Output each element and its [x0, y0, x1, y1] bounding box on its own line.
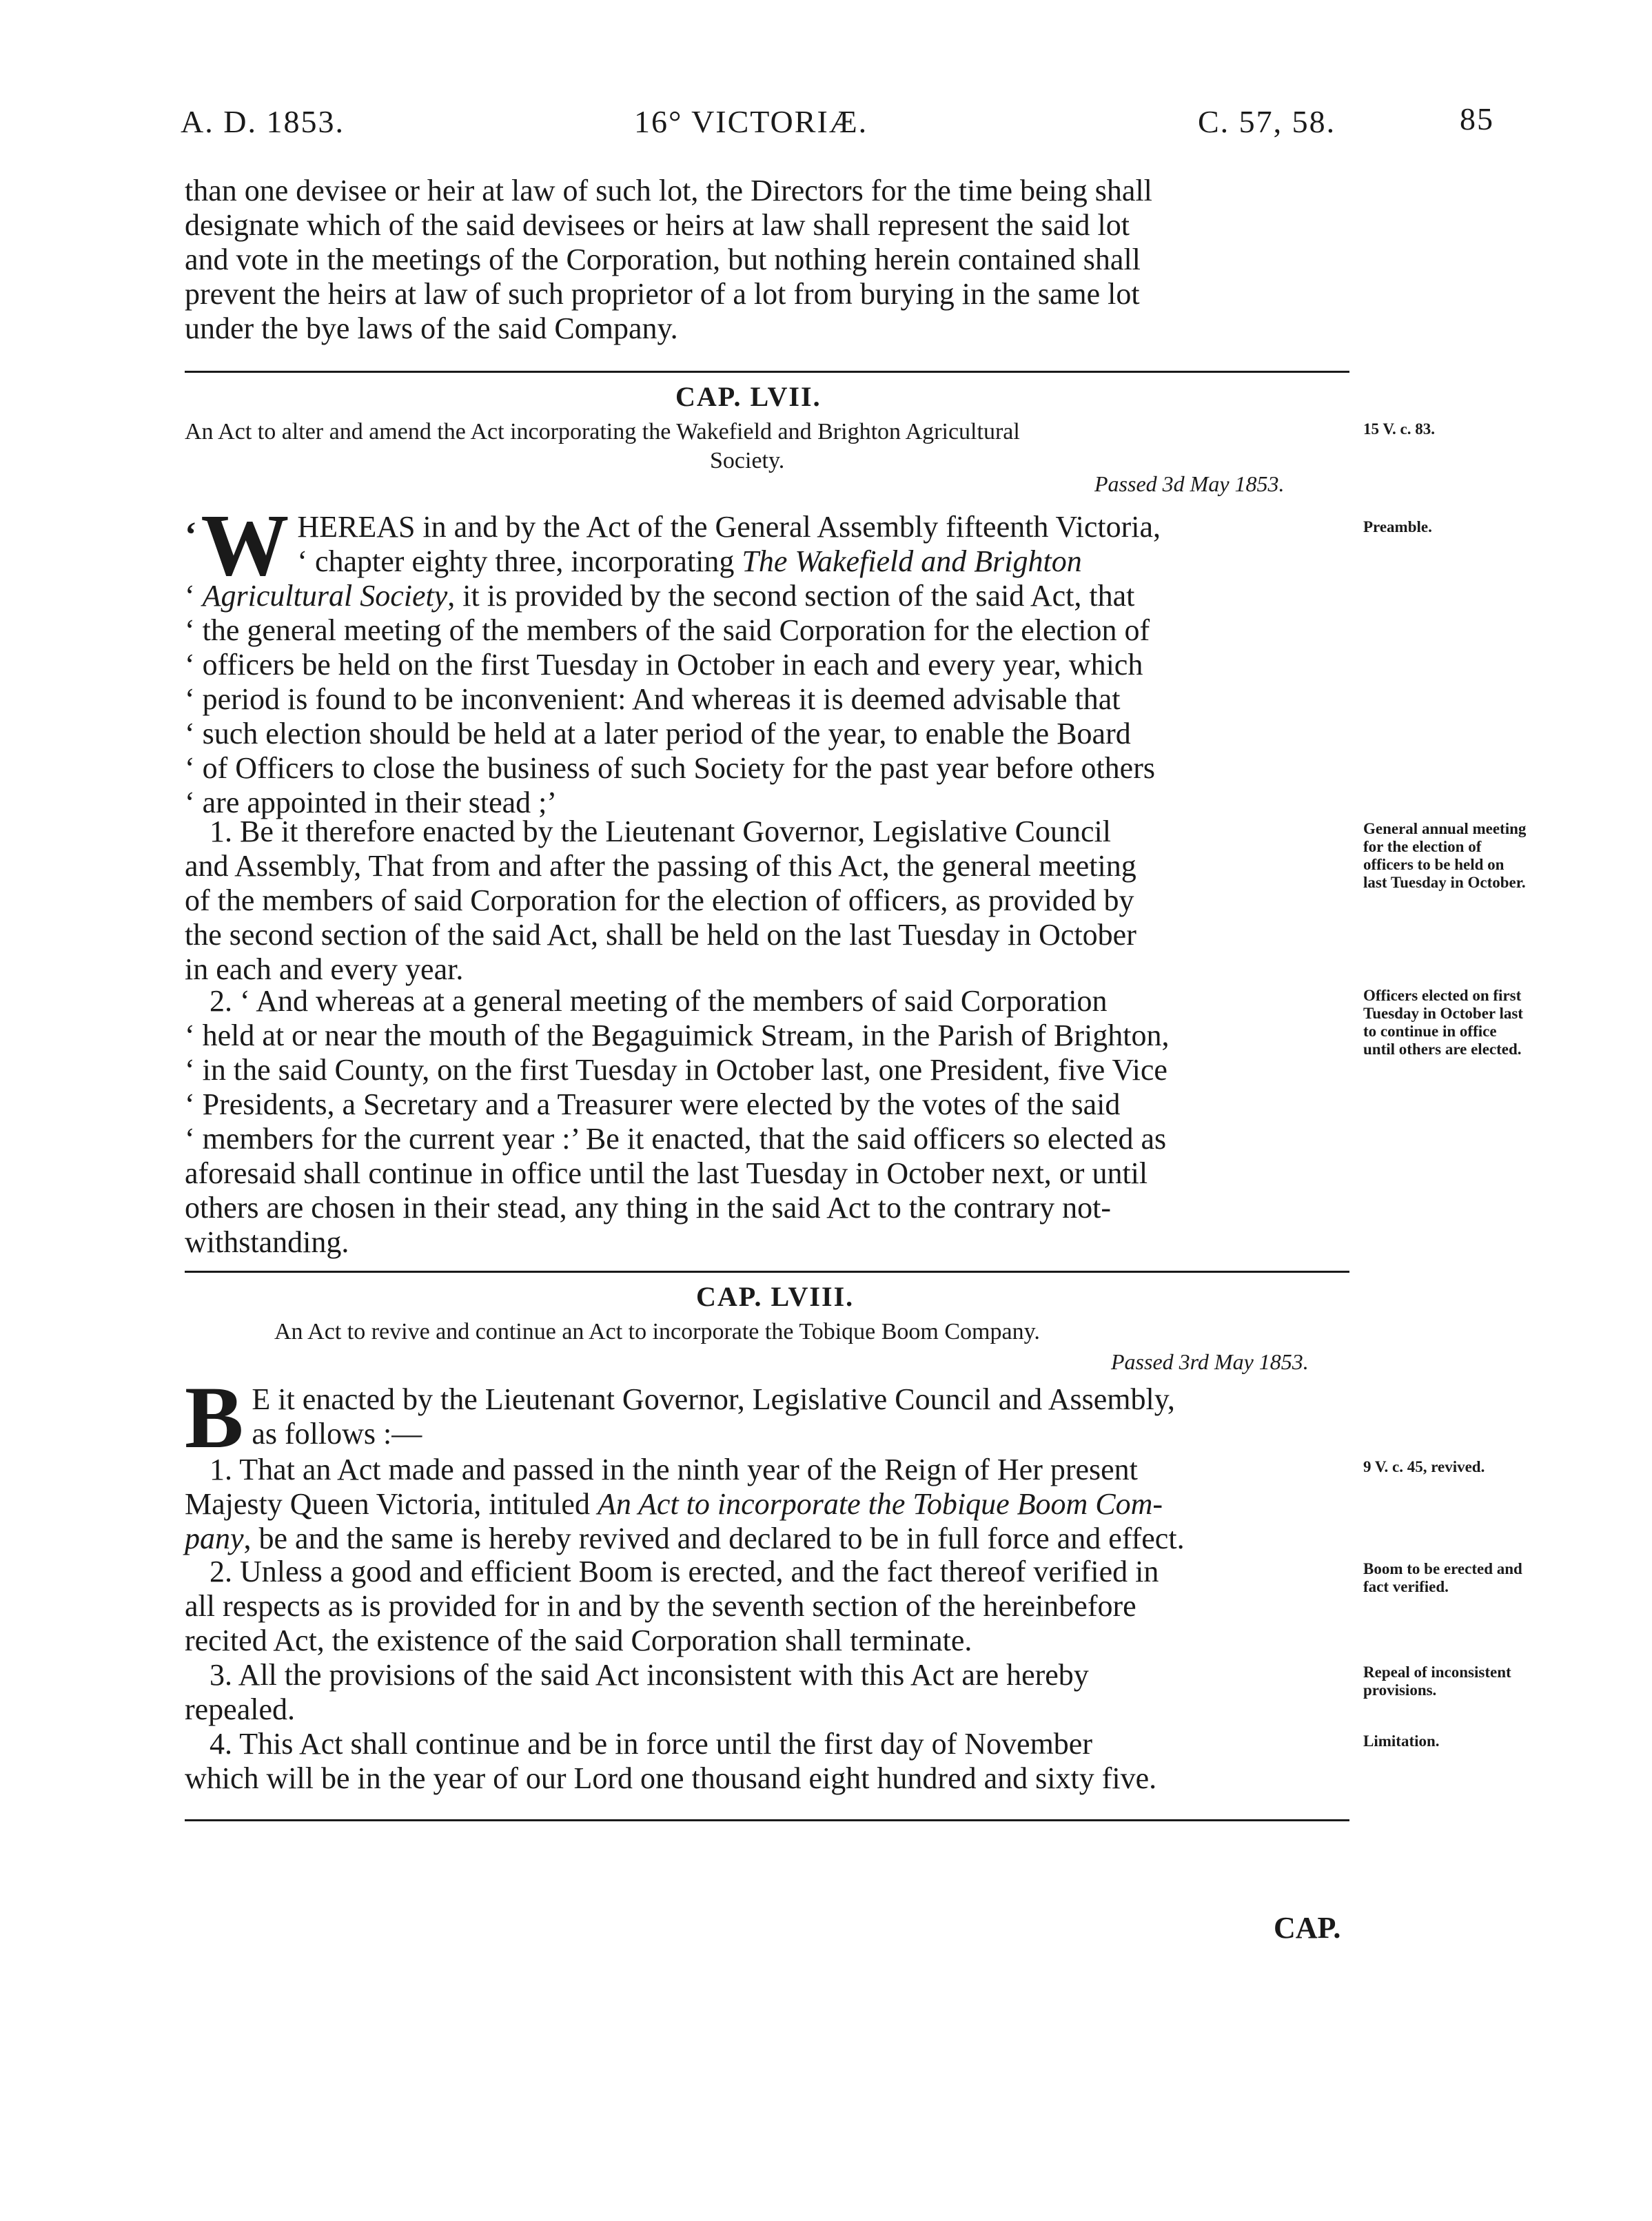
text-line: which will be in the year of our Lord one thousand eight hundred and sixty five. [185, 1761, 1157, 1795]
text-line: ‘ held at or near the mouth of the Begaguimick Stream, in the Parish of Brighton, [185, 1019, 1170, 1052]
margin-note-section-2: Officers elected on first Tuesday in October last to continue in office until others are elected. [1363, 987, 1523, 1058]
text-line: the second section of the said Act, shall be held on the last Tuesday in October [185, 918, 1136, 952]
text-line: ‘ such election should be held at a later period of the year, to enable the Board [185, 717, 1131, 750]
text-line: 1. Be it therefore enacted by the Lieutenant Governor, Legislative Council [210, 815, 1111, 848]
text-line: ‘ chapter eighty three, incorporating The Wakefield and Brighton [297, 544, 1082, 578]
cap-57-passed-date: Passed 3d May 1853. [1094, 471, 1285, 496]
text-line: 2. ‘ And whereas at a general meeting of the members of said Corporation [210, 984, 1108, 1018]
text-line: in each and every year. [185, 952, 464, 986]
cap-57-section-2 [185, 984, 1349, 1260]
text-line: as follows :— [252, 1417, 422, 1451]
text-line: HEREAS in and by the Act of the General Assembly fifteenth Victoria, [297, 510, 1161, 544]
page-number: 85 [1460, 101, 1494, 136]
text-line: 3. All the provisions of the said Act inconsistent with this Act are hereby [210, 1658, 1089, 1692]
cap-57-preamble [185, 496, 1349, 820]
enact-head [185, 1369, 1349, 1466]
text-line: designate which of the said devisees or heirs at law shall represent the said lot [185, 208, 1130, 242]
margin-note-section-1: General annual meeting for the election of officers to be held on last Tuesday in October. [1363, 820, 1527, 891]
header-chapters: C. 57, 58. [1198, 104, 1336, 139]
header-reign: 16° VICTORIÆ. [634, 104, 868, 139]
act-name: The Wakefield and Brighton [742, 544, 1082, 578]
cap-57-title: CAP. LVII. [675, 381, 822, 412]
cap-58-enacting-clause [185, 1369, 1349, 1466]
text-line: ‘ in the said County, on the first Tuesday in October last, one President, five Vice [185, 1053, 1167, 1087]
text-line: Majesty Queen Victoria, intituled An Act to incorporate the Tobique Boom Com- [185, 1487, 1163, 1521]
text-line: ‘ members for the current year :’ Be it enacted, that the said officers so elected as [185, 1122, 1167, 1156]
margin-note-s4: Limitation. [1363, 1732, 1440, 1750]
act-name: An Act to incorporate the Tobique Boom Com- [597, 1487, 1163, 1521]
text-line: pany, be and the same is hereby revived and declared to be in full force and effect. [185, 1522, 1185, 1555]
text-line: recited Act, the existence of the said Corporation shall terminate. [185, 1624, 972, 1657]
society-name: Agricultural Society [202, 579, 448, 613]
preamble-head [185, 496, 1349, 594]
continuation-paragraph [185, 174, 1349, 346]
text-line: ‘ officers be held on the first Tuesday in October in each and every year, which [185, 648, 1143, 682]
drop-cap: B [185, 1369, 244, 1466]
catchword: CAP. [1274, 1911, 1341, 1945]
cap-58-section-4 [185, 1727, 1349, 1796]
text-line: under the bye laws of the said Company. [185, 311, 678, 345]
margin-note-s2: Boom to be erected and fact verified. [1363, 1560, 1522, 1595]
section-divider [185, 371, 1349, 373]
cap-58-title: CAP. LVIII. [696, 1281, 855, 1312]
text-line: E it enacted by the Lieutenant Governor, Legislative Council and Assembly, [252, 1382, 1175, 1416]
text-line: 2. Unless a good and efficient Boom is erected, and the fact thereof verified in [210, 1555, 1159, 1588]
text-line: of the members of said Corporation for the election of officers, as provided by [185, 883, 1134, 917]
cap-58-act-title: An Act to revive and continue an Act to incorporate the Tobique Boom Company. [274, 1319, 1040, 1344]
header-year: A. D. 1853. [181, 104, 345, 139]
text-line: and vote in the meetings of the Corporation, but nothing herein contained shall [185, 243, 1141, 276]
text-line: ‘ Presidents, a Secretary and a Treasurer were elected by the votes of the said [185, 1087, 1121, 1121]
section-divider [185, 1819, 1349, 1821]
cap-57-act-title: An Act to alter and amend the Act incorporating the Wakefield and Brighton Agricultural [185, 419, 1020, 444]
margin-note-s1: 9 V. c. 45, revived. [1363, 1458, 1485, 1475]
text-line: 4. This Act shall continue and be in force until the first day of November [210, 1727, 1092, 1761]
text-line: ‘ are appointed in their stead ;’ [185, 786, 558, 819]
margin-note-reference: 15 V. c. 83. [1363, 420, 1435, 438]
text-line: ‘ the general meeting of the members of the said Corporation for the election of [185, 613, 1150, 647]
text-line: ‘ of Officers to close the business of such Society for the past year before others [185, 751, 1155, 785]
section-divider [185, 1271, 1349, 1273]
text-line: ‘ Agricultural Society, it is provided by the second section of the said Act, that [185, 579, 1135, 613]
margin-note-preamble: Preamble. [1363, 518, 1432, 535]
cap-58-section-1 [185, 1453, 1349, 1556]
text-line: prevent the heirs at law of such proprietor of a lot from burying in the same lot [185, 277, 1140, 311]
text-line: aforesaid shall continue in office until the last Tuesday in October next, or until [185, 1156, 1148, 1190]
cap-57-section-1 [185, 815, 1349, 987]
cap-58-section-3 [185, 1658, 1349, 1727]
text-line: others are chosen in their stead, any thing in the said Act to the contrary not- [185, 1191, 1112, 1225]
text-line: 1. That an Act made and passed in the ninth year of the Reign of Her present [210, 1453, 1138, 1486]
cap-58-section-2 [185, 1555, 1349, 1658]
drop-cap: W [201, 496, 289, 594]
text-line: repealed. [185, 1692, 295, 1726]
text-line: all respects as is provided for in and by the seventh section of the hereinbefore [185, 1589, 1136, 1623]
margin-note-s3: Repeal of inconsistent provisions. [1363, 1664, 1511, 1699]
text-line: and Assembly, That from and after the passing of this Act, the general meeting [185, 849, 1136, 883]
cap-58-passed-date: Passed 3rd May 1853. [1111, 1349, 1309, 1374]
text-line: ‘ period is found to be inconvenient: And whereas it is deemed advisable that [185, 682, 1121, 716]
cap-57-act-title-cont: Society. [710, 448, 785, 473]
text-line: withstanding. [185, 1225, 349, 1259]
text-line: than one devisee or heir at law of such lot, the Directors for the time being shall [185, 174, 1152, 207]
open-quote: ‘ [185, 515, 197, 555]
